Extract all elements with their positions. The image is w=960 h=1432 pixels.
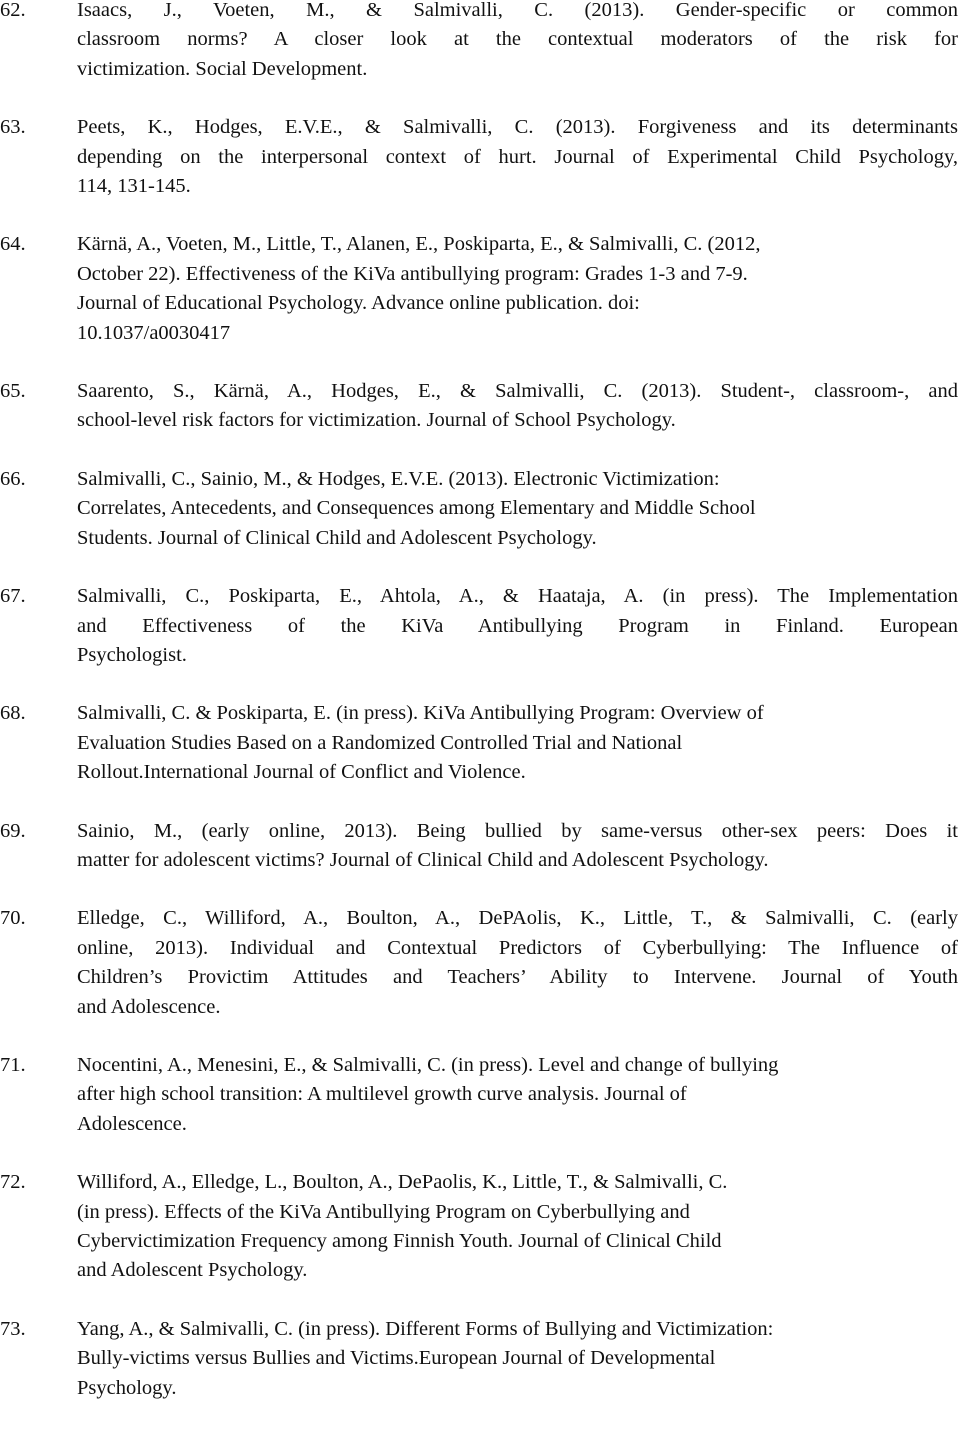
reference-line: Williford, A., Elledge, L., Boulton, A., DePaolis, K., Little, T., & Salmivalli, C.	[77, 1171, 728, 1194]
reference-line: Journal of Educational Psychology. Advance online publication. doi:	[77, 292, 640, 315]
reference-number: 63.	[0, 116, 26, 139]
reference-line: depending on the interpersonal context of hurt. Journal of Experimental Child Psychology,	[77, 145, 958, 168]
reference-line: October 22). Effectiveness of the KiVa antibullying program: Grades 1-3 and 7-9.	[77, 262, 748, 285]
reference-line: Salmivalli, C., Poskiparta, E., Ahtola, A., & Haataja, A. (in press). The Implementation	[77, 585, 958, 608]
reference-number: 62.	[0, 0, 26, 21]
reference-line: Sainio, M., (early online, 2013). Being bullied by same-versus other-sex peers: Does it	[77, 819, 958, 842]
reference-entry	[0, 582, 960, 670]
reference-number: 65.	[0, 380, 26, 403]
reference-entry	[0, 0, 960, 84]
reference-entry	[0, 1315, 960, 1403]
reference-line: and Effectiveness of the KiVa Antibullying Program in Finland. European	[77, 614, 958, 637]
reference-line: Correlates, Antecedents, and Consequences among Elementary and Middle School	[77, 497, 756, 520]
reference-number: 64.	[0, 233, 26, 256]
reference-text	[77, 465, 958, 553]
reference-line: classroom norms? A closer look at the contextual moderators of the risk for	[77, 28, 958, 51]
reference-line: Children’s Provictim Attitudes and Teachers’ Ability to Intervene. Journal of Youth	[77, 966, 958, 989]
reference-line: and Adolescence.	[77, 995, 221, 1018]
reference-text	[77, 904, 958, 1022]
reference-line: and Adolescent Psychology.	[77, 1259, 308, 1282]
reference-line: Evaluation Studies Based on a Randomized Controlled Trial and National	[77, 731, 683, 754]
reference-line: matter for adolescent victims? Journal of Clinical Child and Adolescent Psychology.	[77, 848, 769, 871]
reference-line: Cybervictimization Frequency among Finnish Youth. Journal of Clinical Child	[77, 1230, 722, 1252]
reference-line: 114, 131-145.	[77, 175, 191, 198]
reference-number: 71.	[0, 1053, 26, 1076]
reference-line: Psychology.	[77, 1376, 177, 1399]
reference-line: online, 2013). Individual and Contextual Predictors of Cyberbullying: The Influence of	[77, 936, 958, 959]
reference-text	[77, 817, 958, 876]
reference-number: 66.	[0, 467, 26, 490]
reference-line: Nocentini, A., Menesini, E., & Salmivalli, C. (in press). Level and change of bullying	[77, 1053, 779, 1076]
reference-text	[77, 1315, 958, 1403]
reference-entry	[0, 113, 960, 201]
reference-line: Isaacs, J., Voeten, M., & Salmivalli, C. (2013). Gender-specific or common	[77, 0, 958, 21]
reference-line: Kärnä, A., Voeten, M., Little, T., Alanen, E., Poskiparta, E., & Salmivalli, C. (2012,	[77, 233, 761, 256]
reference-text	[77, 1051, 958, 1139]
reference-entry	[0, 1051, 960, 1139]
reference-line: (in press). Effects of the KiVa Antibullying Program on Cyberbullying and	[77, 1200, 690, 1223]
reference-entry	[0, 377, 960, 436]
reference-line: Yang, A., & Salmivalli, C. (in press). Different Forms of Bullying and Victimization:	[77, 1317, 774, 1340]
reference-text	[77, 113, 958, 201]
reference-text	[77, 230, 958, 348]
reference-text	[77, 0, 958, 84]
reference-text	[77, 699, 958, 787]
reference-number: 70.	[0, 907, 26, 930]
reference-line: victimization. Social Development.	[77, 57, 368, 80]
reference-text	[77, 377, 958, 436]
reference-number: 68.	[0, 702, 26, 725]
reference-entry	[0, 230, 960, 348]
reference-line: Psychologist.	[77, 643, 187, 666]
reference-line: Salmivalli, C. & Poskiparta, E. (in press). KiVa Antibullying Program: Overview of	[77, 702, 764, 725]
reference-line: Adolescence.	[77, 1112, 187, 1135]
reference-entry	[0, 1168, 960, 1286]
reference-entry	[0, 817, 960, 876]
reference-number: 73.	[0, 1317, 26, 1340]
reference-line: Bully-victims versus Bullies and Victims.European Journal of Developmental	[77, 1347, 716, 1370]
reference-line: Saarento, S., Kärnä, A., Hodges, E., & Salmivalli, C. (2013). Student-, classroom-, and	[77, 380, 958, 403]
reference-number: 69.	[0, 819, 26, 842]
reference-number: 67.	[0, 585, 26, 608]
reference-text	[77, 1168, 958, 1286]
reference-line: Students. Journal of Clinical Child and Adolescent Psychology.	[77, 526, 597, 549]
reference-line: 10.1037/a0030417	[77, 321, 231, 344]
reference-line: school-level risk factors for victimization. Journal of School Psychology.	[77, 409, 676, 432]
reference-text	[77, 582, 958, 670]
reference-line: Elledge, C., Williford, A., Boulton, A., DePAolis, K., Little, T., & Salmivalli, C. (early	[77, 907, 958, 930]
reference-line: Rollout.International Journal of Conflict and Violence.	[77, 761, 526, 784]
reference-line: Salmivalli, C., Sainio, M., & Hodges, E.V.E. (2013). Electronic Victimization:	[77, 467, 720, 490]
reference-number: 72.	[0, 1171, 26, 1194]
reference-line: after high school transition: A multilevel growth curve analysis. Journal of	[77, 1083, 687, 1106]
reference-entry	[0, 699, 960, 787]
reference-line: Peets, K., Hodges, E.V.E., & Salmivalli, C. (2013). Forgiveness and its determinants	[77, 116, 958, 139]
reference-entry	[0, 465, 960, 553]
reference-entry	[0, 904, 960, 1022]
